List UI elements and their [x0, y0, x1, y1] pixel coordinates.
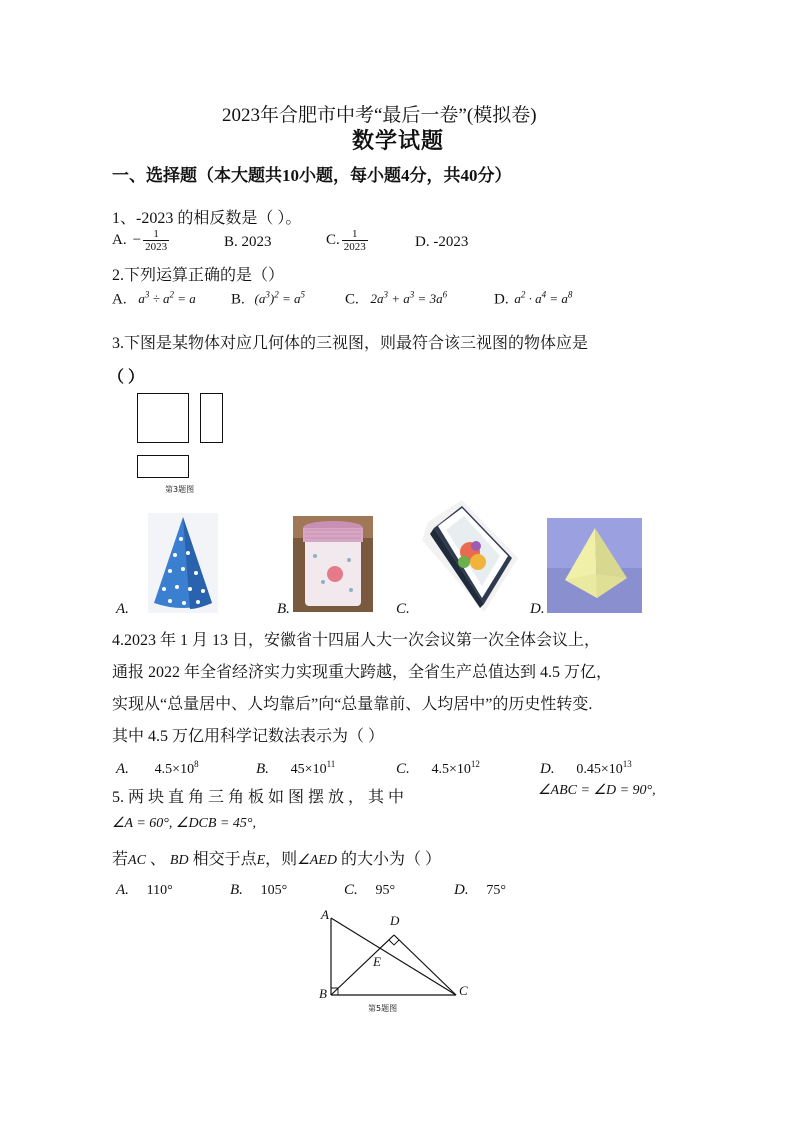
side-view-rect — [200, 393, 223, 443]
segment-dc — [394, 935, 456, 995]
q5-condition-2: ∠A = 60°, ∠DCB = 45°, — [112, 816, 256, 831]
q4-line-1: 4.2023 年 1 月 13 日，安徽省十四届人大一次会议第一次全体会议上， — [112, 632, 601, 649]
segment-ac — [331, 918, 456, 995]
q2-c-expression: $2a^3 + a^3 = 3a^6$ — [370, 290, 448, 307]
q5-point-e: E — [256, 853, 266, 868]
q5-l3-end: 的大小为（ ） — [336, 851, 441, 868]
can-picture — [293, 516, 373, 612]
q4-d-exponent: 13 — [622, 759, 632, 769]
q4-c-value: 4.5×10 — [431, 762, 471, 777]
q5-segment-ac: AC — [128, 853, 146, 868]
point-label-b: B — [319, 986, 327, 1001]
q4-b-label: B. — [256, 761, 269, 777]
q1-c-denominator: 2023 — [343, 241, 366, 253]
q5-option-b — [230, 882, 287, 899]
q5-l3-mid: 相交于点 — [188, 851, 257, 868]
q3-answer-paren: （ ） — [108, 369, 145, 386]
q4-option-a — [116, 759, 199, 778]
q1-a-numerator: 1 — [153, 228, 159, 240]
exam-subtitle: 数学试题 — [352, 128, 445, 153]
q5-b-value: 105° — [260, 883, 288, 898]
q3-image-book — [420, 500, 520, 612]
q5-option-a — [116, 882, 173, 899]
q3-option-a: A. — [116, 601, 129, 617]
q1-option-a — [112, 228, 171, 253]
q5-line-1: 5. 两 块 直 角 三 角 板 如 图 摆 放 ， 其 中 — [112, 789, 405, 806]
q5-b-label: B. — [230, 882, 243, 898]
q1-a-sign: − — [132, 232, 142, 248]
right-angle-d — [389, 940, 399, 945]
q5-figure-caption: 第5题图 — [368, 1004, 398, 1013]
q2-option-d — [494, 290, 572, 308]
q5-d-value: 75° — [486, 883, 506, 898]
q5-figure — [310, 905, 480, 1015]
section-heading: 一、选择题（本大题共10小题，每小题4分，共40分） — [112, 166, 512, 185]
q4-d-value: 0.45×10 — [576, 762, 623, 777]
q4-b-value: 45×10 — [290, 762, 327, 777]
q3-image-can — [293, 516, 373, 612]
q5-l3-post: ，则 — [265, 851, 298, 868]
q1-option-d: D. -2023 — [415, 234, 469, 250]
point-label-a: A — [321, 907, 329, 922]
exam-title: 2023年合肥市中考“最后一卷”(模拟卷) — [222, 105, 537, 126]
q5-c-label: C. — [344, 882, 358, 898]
q2-option-a — [112, 290, 196, 308]
q4-line-4: 其中 4.5 万亿用科学记数法表示为（ ） — [112, 728, 385, 745]
q4-a-label: A. — [116, 761, 129, 777]
triangle-diagram — [310, 905, 480, 1015]
q3-image-pyramid — [547, 518, 642, 613]
q1-a-denominator: 2023 — [145, 241, 168, 253]
q4-line-3: 实现从“总量居中、人均靠后”向“总量靠前、人均居中”的历史性转变. — [112, 696, 593, 713]
q5-l3-sep: 、 — [145, 851, 170, 868]
q4-d-label: D. — [540, 761, 555, 777]
q2-option-b — [231, 290, 305, 308]
segment-bd — [331, 935, 394, 995]
q4-option-c — [396, 759, 480, 778]
q5-option-d — [454, 882, 506, 899]
q5-l3-pre: 若 — [112, 851, 129, 868]
q4-c-exponent: 12 — [470, 759, 480, 769]
q1-c-numerator: 1 — [352, 228, 358, 240]
q5-a-value: 110° — [146, 883, 173, 898]
q1-option-b: B. 2023 — [224, 234, 272, 250]
q5-angle-aed: ∠AED — [297, 853, 337, 868]
q1-a-fraction — [143, 228, 169, 253]
top-view-rect — [137, 455, 189, 478]
q2-d-expression: $a^2 \cdot a^4 = a^8$ — [514, 290, 573, 307]
q3-figure-caption: 第3题图 — [165, 485, 195, 494]
q5-condition-1: ∠ABC = ∠D = 90°, — [538, 783, 656, 798]
q2-stem: 2.下列运算正确的是（） — [112, 267, 285, 284]
q1-c-label: C. — [326, 232, 340, 248]
q1-c-fraction — [342, 228, 368, 253]
q1-option-c — [326, 228, 370, 253]
q2-b-expression: $(a^3)^2 = a^5$ — [254, 290, 305, 307]
q5-option-c — [344, 882, 395, 899]
q4-option-b — [256, 759, 335, 778]
cone-picture — [148, 513, 218, 613]
q3-image-cone — [148, 513, 218, 613]
q4-c-label: C. — [396, 761, 410, 777]
q3-option-c: C. — [396, 601, 410, 617]
point-label-d: D — [390, 913, 400, 928]
q3-stem: 3.下图是某物体对应几何体的三视图，则最符合该三视图的物体应是 — [112, 335, 589, 352]
q5-c-value: 95° — [375, 883, 396, 898]
pyramid-picture — [547, 518, 642, 613]
q5-segment-bd: BD — [169, 853, 189, 868]
q1-a-label: A. — [112, 232, 127, 248]
q4-option-d — [540, 759, 632, 778]
q1-stem: 1、-2023 的相反数是（ ）。 — [112, 210, 302, 227]
q2-a-label: A. — [112, 291, 127, 308]
q3-option-d: D. — [530, 601, 545, 617]
front-view-rect — [137, 393, 189, 443]
point-label-e: E — [373, 954, 381, 969]
q5-line-3 — [112, 846, 441, 869]
q4-a-exponent: 8 — [194, 759, 199, 769]
q3-option-b: B. — [277, 601, 290, 617]
q4-b-exponent: 11 — [326, 759, 336, 769]
q5-a-label: A. — [116, 882, 129, 898]
q2-option-c — [345, 290, 447, 308]
q2-a-expression: $a^3 \div a^2 = a$ — [138, 290, 196, 307]
q2-b-label: B. — [231, 291, 245, 308]
q5-d-label: D. — [454, 882, 469, 898]
q2-c-label: C. — [345, 291, 359, 308]
q4-a-value: 4.5×10 — [154, 762, 195, 777]
q2-d-label: D. — [494, 291, 509, 308]
point-label-c: C — [459, 983, 468, 998]
book-picture — [420, 500, 520, 612]
q4-line-2: 通报 2022 年全省经济实力实现重大跨越，全省生产总值达到 4.5 万亿， — [112, 664, 613, 681]
